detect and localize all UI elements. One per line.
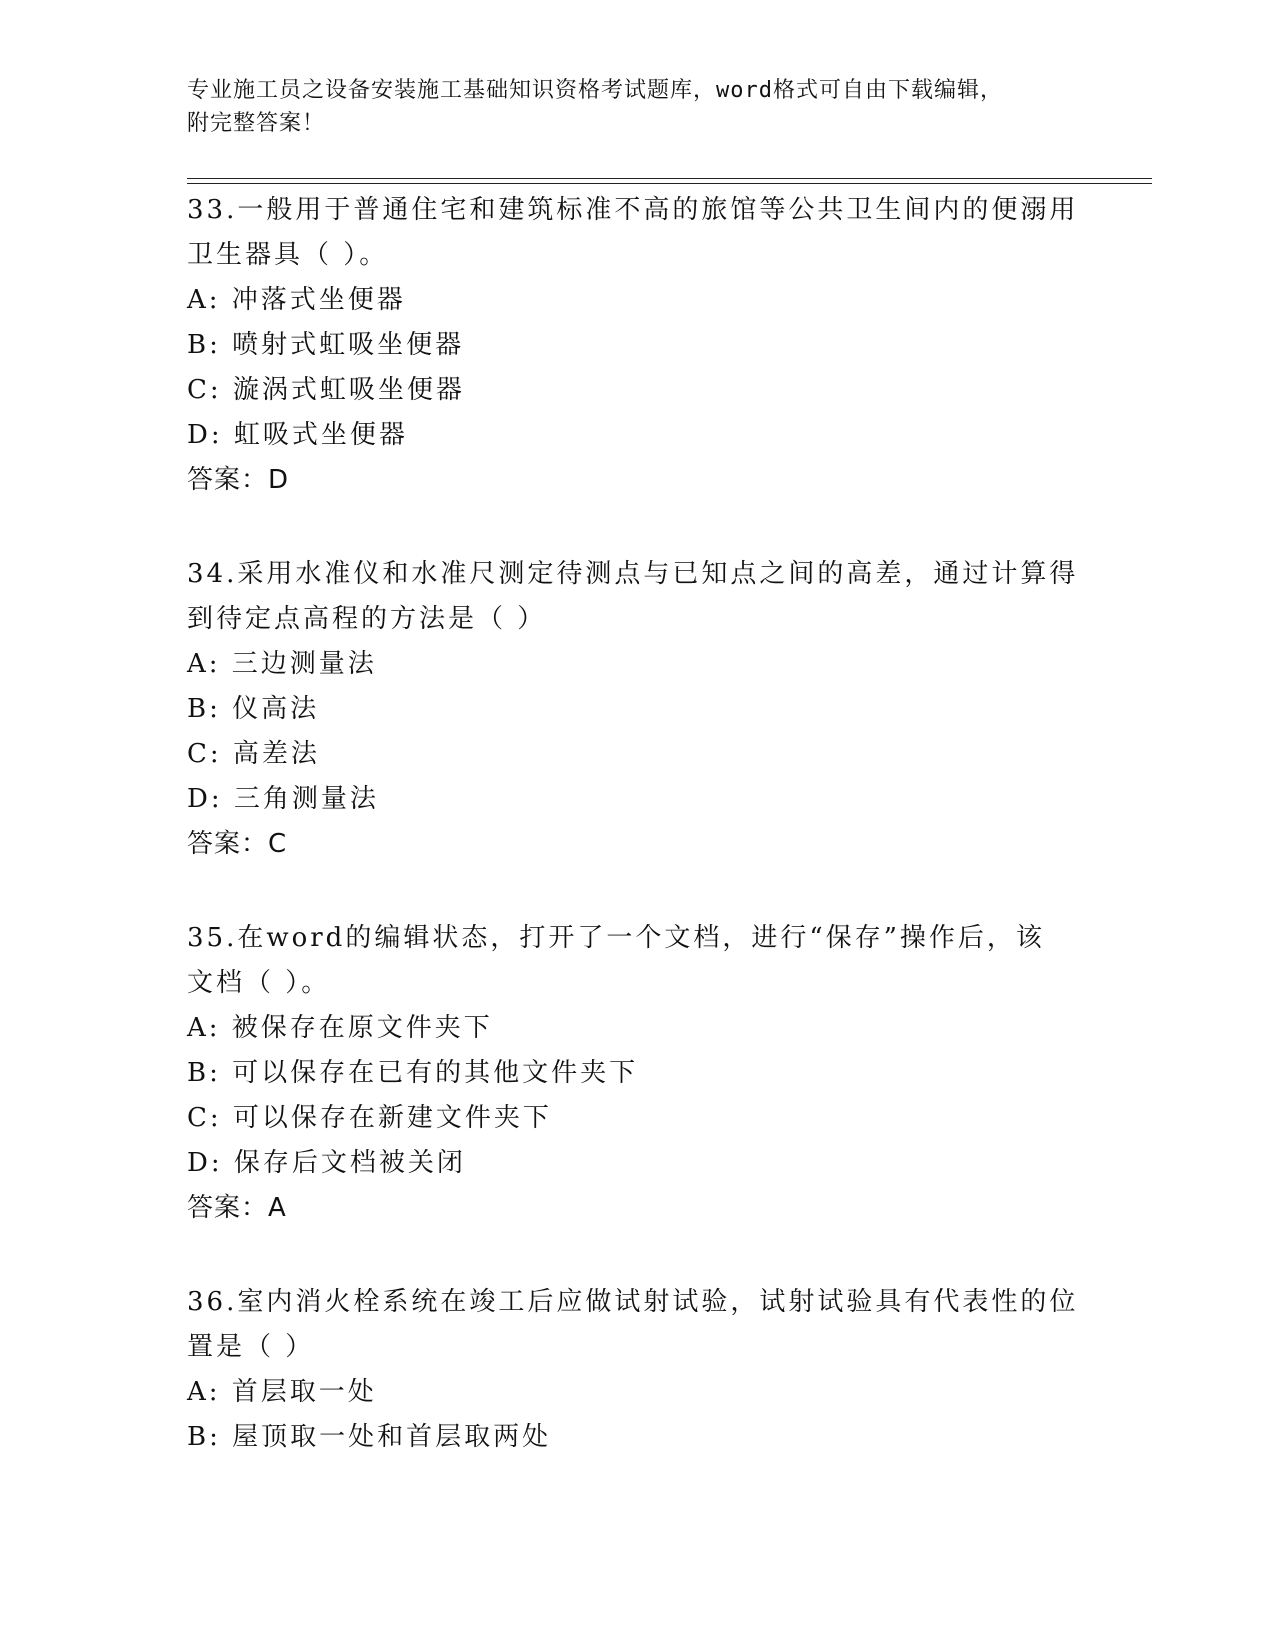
option-b: B: 可以保存在已有的其他文件夹下 xyxy=(187,1058,639,1088)
option-d: D: 保存后文档被关闭 xyxy=(187,1148,466,1178)
question-stem-line-2: 卫生器具（ ）。 xyxy=(187,240,389,270)
option-a: A: 冲落式坐便器 xyxy=(187,285,406,315)
question-34 xyxy=(187,552,1087,867)
answer-text: 答案：A xyxy=(187,1193,287,1223)
question-stem-line-2: 文档（ ）。 xyxy=(187,968,331,998)
option-c: C: 可以保存在新建文件夹下 xyxy=(187,1103,552,1133)
question-stem-line-2: 置是（ ） xyxy=(187,1332,315,1362)
option-d: D: 三角测量法 xyxy=(187,784,379,814)
question-33 xyxy=(187,188,1087,503)
header-line-2: 附完整答案！ xyxy=(187,111,326,136)
question-stem-line-1: 34.采用水准仪和水准尺测定待测点与已知点之间的高差，通过计算得 xyxy=(187,559,1079,589)
option-b: B: 喷射式虹吸坐便器 xyxy=(187,330,465,360)
question-35 xyxy=(187,916,1087,1231)
question-stem-line-1: 36.室内消火栓系统在竣工后应做试射试验，试射试验具有代表性的位 xyxy=(187,1287,1079,1317)
header-line-1: 专业施工员之设备安装施工基础知识资格考试题库，word格式可自由下载编辑， xyxy=(187,78,1003,103)
option-a: A: 被保存在原文件夹下 xyxy=(187,1013,493,1043)
question-stem-line-1: 35.在word的编辑状态，打开了一个文档，进行“保存”操作后，该 xyxy=(187,923,1045,953)
header-divider-bottom xyxy=(187,183,1152,184)
answer-text: 答案：D xyxy=(187,465,290,495)
question-36 xyxy=(187,1280,1087,1460)
option-c: C: 高差法 xyxy=(187,739,320,769)
question-stem-line-1: 33.一般用于普通住宅和建筑标准不高的旅馆等公共卫生间内的便溺用 xyxy=(187,195,1079,225)
header-divider-top xyxy=(187,178,1152,179)
option-b: B: 仪高法 xyxy=(187,694,320,724)
question-stem-line-2: 到待定点高程的方法是（ ） xyxy=(187,604,547,634)
option-c: C: 漩涡式虹吸坐便器 xyxy=(187,375,465,405)
answer-text: 答案：C xyxy=(187,829,288,859)
option-b: B: 屋顶取一处和首层取两处 xyxy=(187,1422,552,1452)
option-a: A: 首层取一处 xyxy=(187,1377,377,1407)
option-d: D: 虹吸式坐便器 xyxy=(187,420,408,450)
option-a: A: 三边测量法 xyxy=(187,649,377,679)
document-header xyxy=(187,74,1087,140)
